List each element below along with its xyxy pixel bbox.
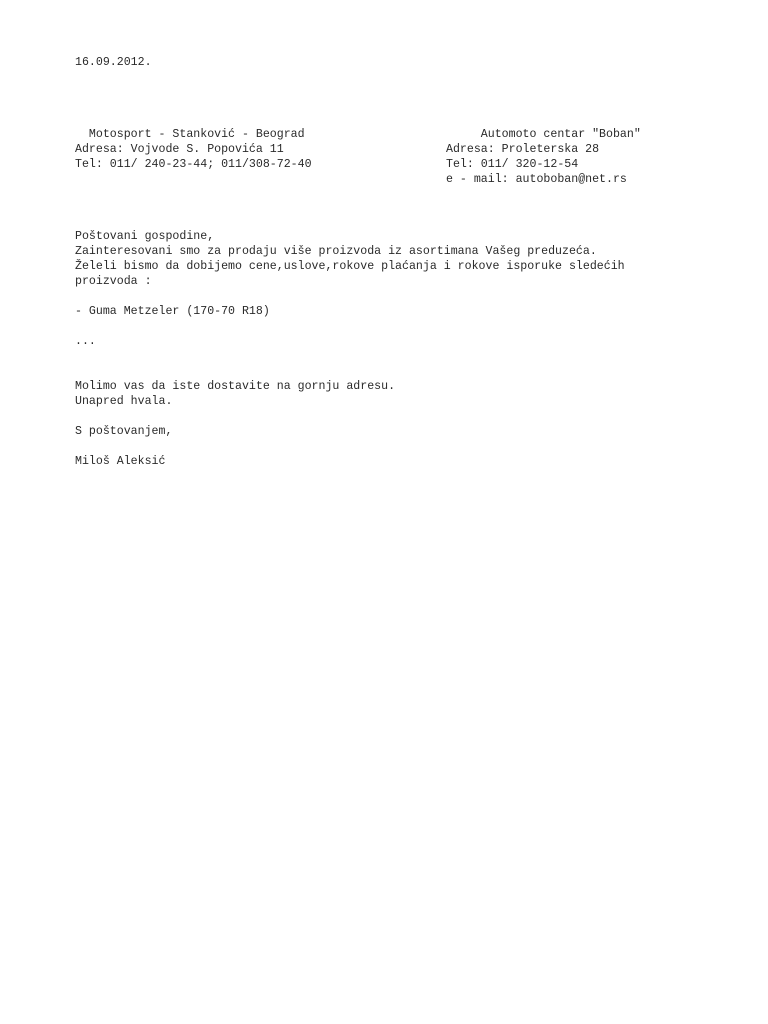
spacer [75,409,715,424]
spacer [75,289,715,304]
recipient-name: Automoto centar "Boban" [446,128,641,141]
body-line-2: Želeli bismo da dobijemo cene,uslove,rokove plaćanja i rokove isporuke sledećih [75,260,625,273]
recipient-block [446,127,641,187]
thanks-line: Unapred hvala. [75,395,173,408]
signature: Miloš Aleksić [75,455,166,468]
closing: S poštovanjem, [75,425,173,438]
body-line-3: proizvoda : [75,275,152,288]
letter-date: 16.09.2012. [75,56,152,69]
spacer [75,349,715,364]
body-line-1: Zainteresovani smo za prodaju više proizvoda iz asortimana Vašeg preduzeća. [75,245,597,258]
sender-name: Motosport - Stanković - Beograd [75,128,305,141]
spacer [75,439,715,454]
recipient-address: Adresa: Proleterska 28 [446,143,600,156]
sender-block [75,127,312,172]
product-item: - Guma Metzeler (170-70 R18) [75,305,270,318]
sender-address: Adresa: Vojvode S. Popovića 11 [75,143,284,156]
ellipsis: ... [75,335,96,348]
sender-phone: Tel: 011/ 240-23-44; 011/308-72-40 [75,158,312,171]
recipient-phone: Tel: 011/ 320-12-54 [446,158,579,171]
letter-body [75,229,715,469]
request-line: Molimo vas da iste dostavite na gornju adresu. [75,380,396,393]
recipient-email: e - mail: autoboban@net.rs [446,173,627,186]
spacer [75,319,715,334]
spacer [75,364,715,379]
greeting: Poštovani gospodine, [75,230,215,243]
